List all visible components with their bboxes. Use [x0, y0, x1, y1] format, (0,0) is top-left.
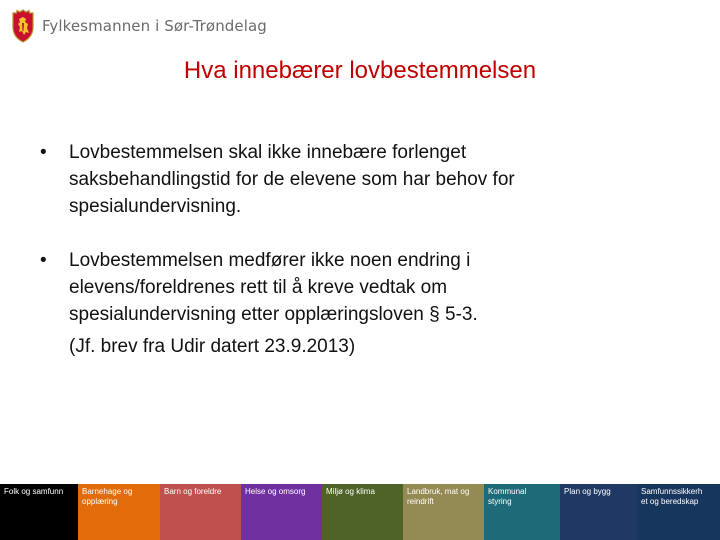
header	[10, 6, 267, 46]
footer-folk-og-samfunn[interactable]	[0, 484, 78, 540]
footer-label: Samfunnssikkerh	[641, 487, 703, 496]
bullet-item	[40, 139, 700, 220]
footer-label: Barnehage og	[82, 487, 133, 496]
footer-label: Folk og samfunn	[4, 487, 64, 496]
bullet-line: elevens/foreldrenes rett til å kreve vedtak om	[69, 277, 448, 298]
footer-landbruk-mat-og-reindrift[interactable]	[403, 484, 484, 540]
bullet-line: spesialundervisning etter opplæringsloven § 5-3.	[69, 304, 478, 325]
footer-label: Kommunal	[488, 487, 527, 496]
footer-label: et og beredskap	[641, 497, 699, 506]
footer-label: Miljø og klima	[326, 487, 375, 496]
bullet-line: spesialundervisning.	[69, 196, 242, 217]
bullet-item	[40, 247, 700, 360]
footer-label: opplæring	[82, 497, 118, 506]
bullet-dot-icon: •	[40, 250, 47, 271]
footer-label: reindrift	[407, 497, 434, 506]
footer-label: Plan og bygg	[564, 487, 611, 496]
norwegian-lion-crest-icon	[10, 9, 36, 43]
bullet-list	[40, 139, 700, 360]
footer-kommunal-styring[interactable]	[484, 484, 560, 540]
bullet-line: Lovbestemmelsen medfører ikke noen endring i	[69, 250, 471, 271]
bullet-line: saksbehandlingstid for de elevene som har behov for	[69, 169, 515, 190]
footer-helse-og-omsorg[interactable]	[241, 484, 322, 540]
footer-samfunnssikkerhet-og-beredskap[interactable]	[637, 484, 720, 540]
footer-label: Helse og omsorg	[245, 487, 306, 496]
bullet-reference: (Jf. brev fra Udir datert 23.9.2013)	[69, 336, 356, 357]
bullet-dot-icon: •	[40, 142, 47, 163]
footer-label: Landbruk, mat og	[407, 487, 470, 496]
footer-miljo-og-klima[interactable]	[322, 484, 403, 540]
footer-barn-og-foreldre[interactable]	[160, 484, 241, 540]
footer-label: Barn og foreldre	[164, 487, 222, 496]
slide-title: Hva innebærer lovbestemmelsen	[183, 57, 537, 84]
organization-name: Fylkesmannen i Sør-Trøndelag	[42, 17, 267, 35]
footer-label: styring	[488, 497, 512, 506]
footer-nav	[0, 484, 720, 540]
bullet-line: Lovbestemmelsen skal ikke innebære forlenget	[69, 142, 467, 163]
footer-barnehage-og-opplaering[interactable]	[78, 484, 160, 540]
footer-plan-og-bygg[interactable]	[560, 484, 637, 540]
